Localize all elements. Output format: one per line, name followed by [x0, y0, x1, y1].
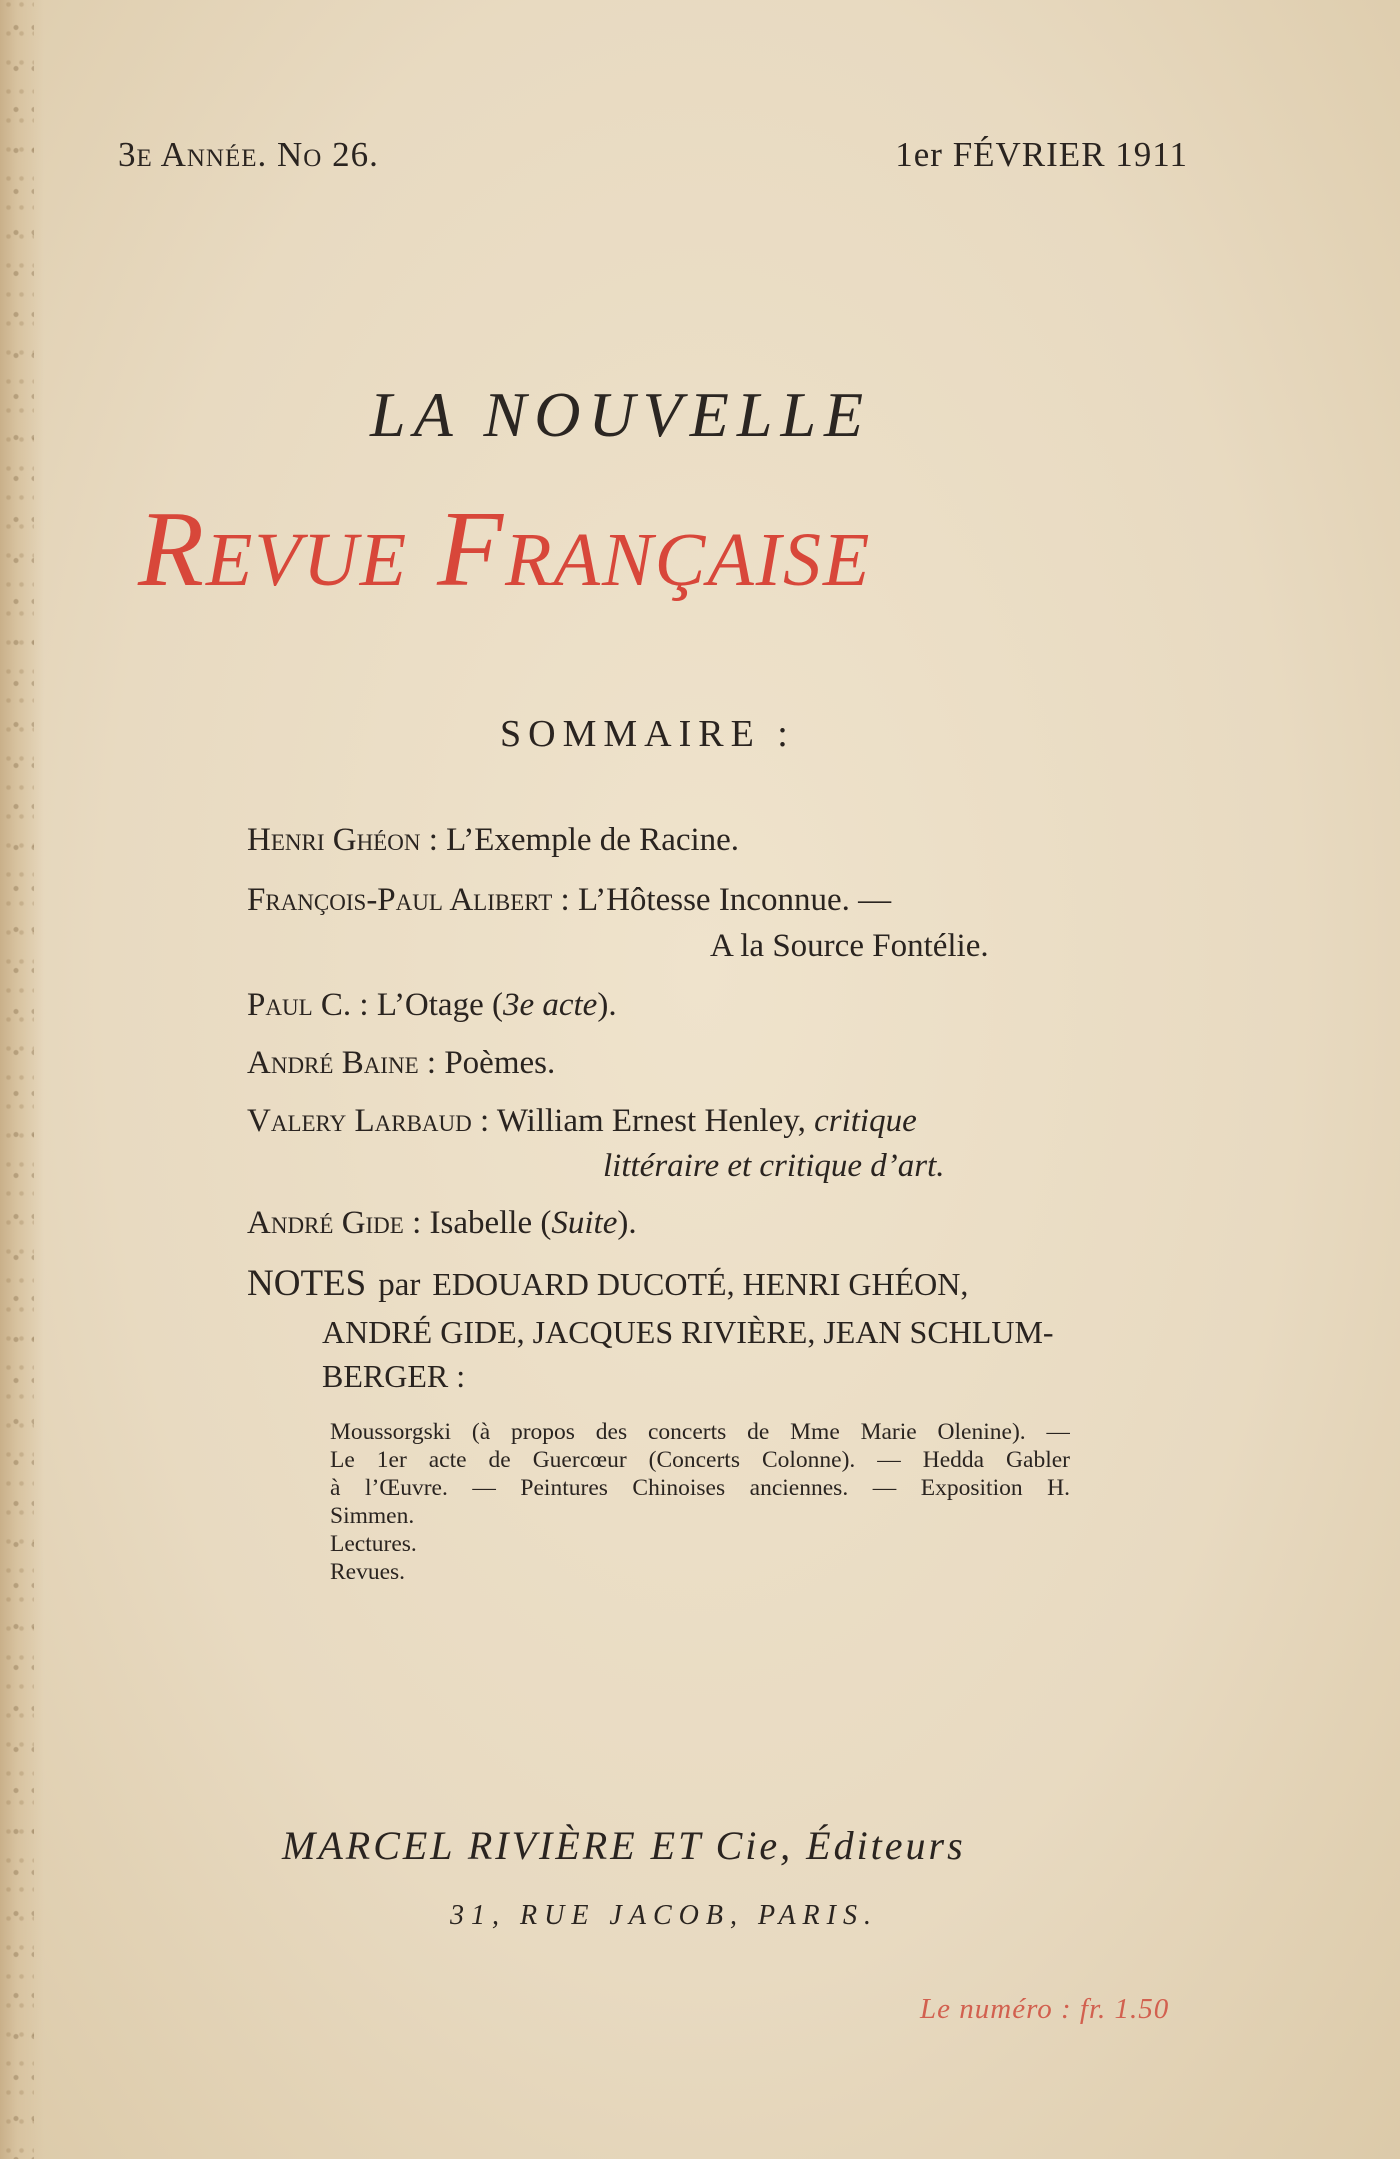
toc-author: Paul C. : — [247, 987, 369, 1023]
paper-foxing — [4, 0, 34, 2159]
publisher-address: 31, RUE JACOB, PARIS. — [450, 1900, 878, 1931]
toc-author: Valery Larbaud : — [247, 1103, 490, 1139]
toc-entry — [247, 822, 739, 859]
toc-title-italic: 3e acte — [502, 987, 598, 1023]
notes-detail-line: Lectures. — [330, 1531, 417, 1557]
toc-title-cont: A la Source Fontélie. — [710, 928, 989, 964]
issue-number: 3e Année. No 26. — [118, 135, 379, 174]
notes-authors-line2: ANDRÉ GIDE, JACQUES RIVIÈRE, JEAN SCHLUM- — [322, 1314, 1054, 1350]
notes-par: par — [378, 1267, 421, 1303]
toc-entry — [247, 1103, 917, 1140]
toc-title: Poèmes. — [444, 1045, 556, 1081]
notes-authors-line1: EDOUARD DUCOTÉ, HENRI GHÉON, — [432, 1266, 969, 1302]
notes-header — [247, 1262, 968, 1305]
issue-date: 1er FÉVRIER 1911 — [895, 135, 1188, 174]
toc-author: André Baine : — [247, 1045, 437, 1081]
masthead-line1: LA NOUVELLE — [370, 379, 872, 450]
toc-title-italic: critique — [814, 1103, 917, 1139]
notes-detail-line: Revues. — [330, 1559, 406, 1585]
toc-title-end: ). — [597, 987, 617, 1023]
toc-author: Henri Ghéon : — [247, 822, 438, 858]
toc-entry — [247, 882, 891, 919]
sommaire-heading: SOMMAIRE : — [500, 713, 795, 755]
toc-title-cont: littéraire et critique d’art. — [603, 1148, 945, 1184]
toc-title: L’Exemple de Racine. — [446, 822, 740, 858]
issue-price: Le numéro : fr. 1.50 — [920, 1993, 1170, 2025]
toc-entry — [247, 1205, 637, 1242]
publisher-name: MARCEL RIVIÈRE ET Cie, Éditeurs — [282, 1823, 966, 1868]
toc-title: Isabelle ( — [429, 1205, 552, 1241]
notes-detail-line: à l’Œuvre. — Peintures Chinoises anciennes. — Exposition H. — [330, 1475, 1070, 1501]
toc-author: André Gide : — [247, 1205, 422, 1241]
toc-title: William Ernest Henley, — [496, 1103, 806, 1139]
toc-author: François-Paul Alibert : — [247, 882, 570, 918]
notes-details — [330, 1418, 1070, 1586]
toc-entry — [247, 987, 617, 1024]
notes-detail-line: Simmen. — [330, 1503, 415, 1529]
notes-authors-line3: BERGER : — [322, 1358, 466, 1394]
toc-title: L’Hôtesse Inconnue. — — [577, 882, 892, 918]
toc-title: L’Otage ( — [376, 987, 503, 1023]
toc-entry — [247, 1045, 555, 1082]
notes-detail-line: Le 1er acte de Guercœur (Concerts Colonne). — Hedda Gabler — [330, 1447, 1070, 1473]
masthead-title: Revue Française — [138, 490, 872, 609]
toc-title-end: ). — [617, 1205, 637, 1241]
notes-detail-line: Moussorgski (à propos des concerts de Mme Marie Olenine). — — [330, 1419, 1070, 1445]
notes-label: NOTES — [247, 1263, 367, 1304]
toc-title-italic: Suite — [551, 1205, 618, 1241]
